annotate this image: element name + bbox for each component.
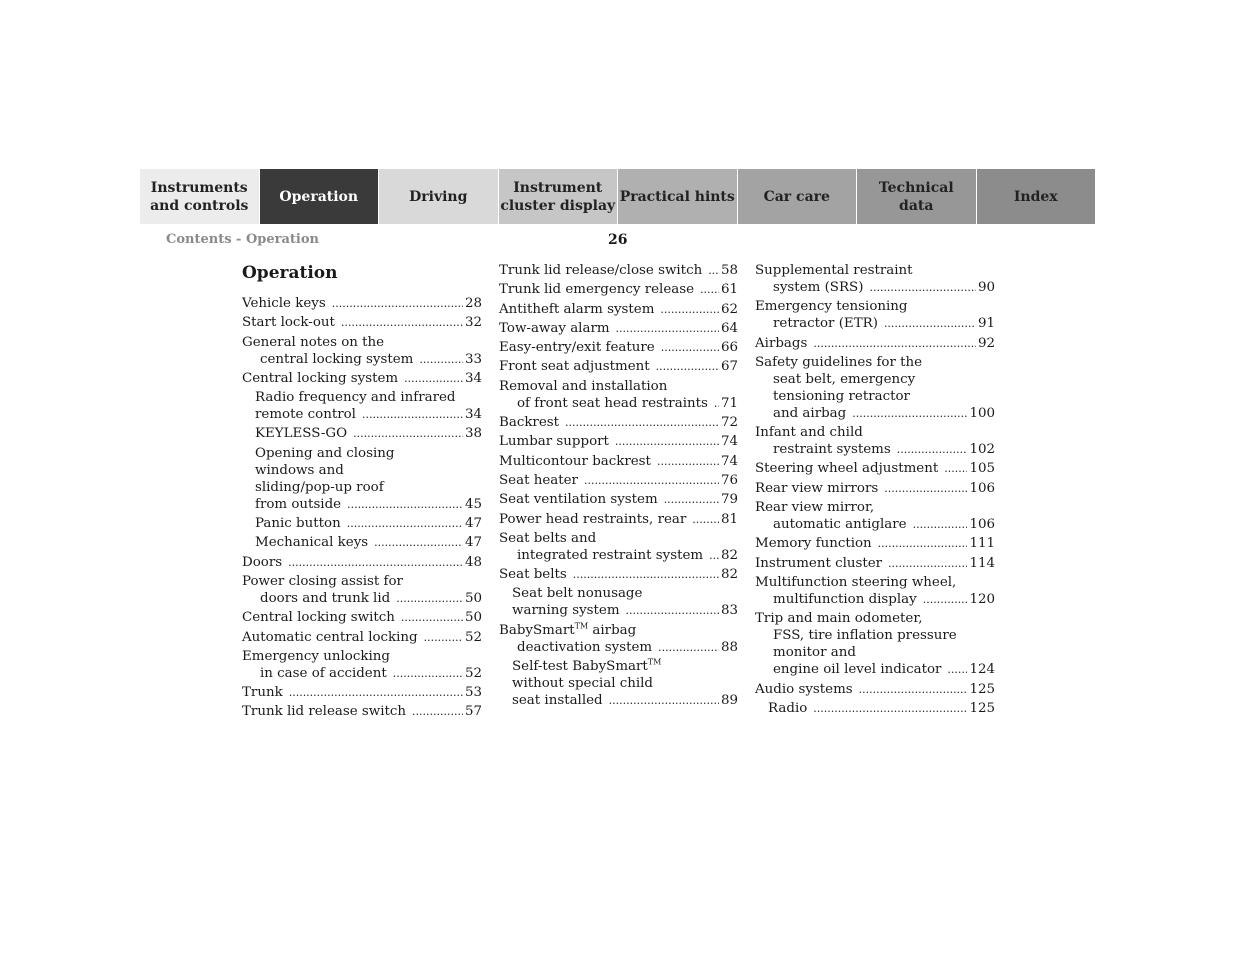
- toc-entry-text: automatic antiglare: [773, 517, 907, 533]
- toc-entry-page: 66: [720, 340, 738, 356]
- toc-entry[interactable]: [242, 314, 482, 331]
- toc-entry-page: 52: [464, 665, 482, 681]
- dot-leader: [692, 511, 719, 528]
- toc-entry-text: Infant and child: [755, 425, 863, 441]
- toc-entry[interactable]: [755, 354, 995, 422]
- toc-entry[interactable]: [499, 281, 738, 298]
- toc-column-2: [499, 262, 738, 711]
- toc-entry-text: system (SRS): [773, 280, 864, 295]
- toc-entry-page: 61: [720, 282, 738, 298]
- dot-leader: [419, 351, 463, 368]
- dot-leader: [347, 515, 463, 532]
- toc-entry[interactable]: [499, 585, 738, 619]
- dot-leader: [424, 629, 463, 646]
- toc-entry-text: in case of accident: [260, 665, 387, 681]
- dot-leader: [657, 453, 719, 470]
- tab-operation[interactable]: Operation: [260, 169, 380, 224]
- dot-leader: [565, 414, 719, 431]
- toc-entry-page: 81: [720, 511, 738, 527]
- toc-entry[interactable]: [755, 574, 995, 608]
- toc-entry-text: Trunk: [242, 685, 283, 701]
- toc-entry-text: central locking system: [260, 351, 414, 367]
- toc-entry-page: 45: [464, 496, 482, 512]
- toc-entry-page: 74: [720, 434, 738, 450]
- toc-entry-text: Front seat adjustment: [499, 359, 650, 375]
- dot-leader: [401, 609, 463, 626]
- toc-entry-text: Removal and installation: [499, 378, 668, 394]
- dot-leader: [347, 496, 463, 513]
- toc-entry[interactable]: [499, 453, 738, 470]
- toc-entry-page: 100: [969, 405, 995, 421]
- toc-entry[interactable]: [242, 334, 482, 368]
- toc-entry-page: 28: [464, 296, 482, 311]
- toc-entry-page: 82: [720, 567, 738, 583]
- dot-leader: [393, 665, 463, 682]
- toc-entry-page: 83: [720, 603, 738, 619]
- toc-entry-text: monitor and: [773, 645, 856, 661]
- toc-entry[interactable]: [499, 622, 738, 656]
- toc-entry-text: Memory function: [755, 536, 872, 552]
- toc-entry[interactable]: [242, 425, 482, 442]
- toc-entry-text: General notes on the: [242, 334, 385, 350]
- toc-entry-text: and airbag: [773, 405, 847, 421]
- toc-entry[interactable]: [499, 339, 738, 356]
- toc-entry[interactable]: [499, 378, 738, 412]
- toc-entry-page: 111: [969, 536, 995, 552]
- toc-entry-text: integrated restraint system: [517, 547, 704, 563]
- toc-entry[interactable]: [242, 370, 482, 387]
- toc-entry[interactable]: [242, 684, 482, 701]
- toc-entry-text: Supplemental restraint: [755, 263, 913, 278]
- toc-entry-page: 105: [969, 461, 995, 477]
- toc-entry-page: 48: [464, 554, 482, 570]
- toc-entry-page: 76: [720, 472, 738, 488]
- toc-entry-page: 62: [720, 301, 738, 317]
- toc-entry-text: doors and trunk lid: [260, 590, 391, 606]
- toc-entry-text: Radio frequency and infrared: [255, 390, 456, 406]
- dot-leader: [661, 339, 719, 356]
- toc-entry-page: 47: [464, 516, 482, 532]
- toc-entry-text: Lumbar support: [499, 434, 609, 450]
- toc-entry-text: Rear view mirror,: [755, 500, 875, 516]
- toc-entry-text: Automatic central locking: [242, 629, 418, 645]
- toc-entry-text: seat installed: [512, 693, 603, 709]
- toc-entry-text: Backrest: [499, 415, 560, 431]
- dot-leader: [913, 516, 968, 533]
- dot-leader: [288, 554, 463, 571]
- dot-leader: [708, 262, 719, 279]
- toc-entry-page: 125: [969, 681, 995, 697]
- tab-instruments-and-controls[interactable]: Instruments and controls: [140, 169, 260, 224]
- toc-entry[interactable]: [499, 530, 738, 564]
- toc-entry[interactable]: [242, 515, 482, 532]
- dot-leader: [658, 639, 719, 656]
- toc-entry-page: 33: [464, 351, 482, 367]
- toc-entry-text: Panic button: [255, 516, 341, 532]
- toc-column-3: [755, 262, 995, 719]
- toc-entry-page: 53: [464, 685, 482, 701]
- dot-leader: [341, 314, 463, 331]
- dot-leader: [709, 547, 719, 564]
- tab-driving[interactable]: Driving: [379, 169, 499, 224]
- toc-entry-page: 102: [969, 442, 995, 458]
- toc-entry-text: Seat belts and: [499, 530, 597, 546]
- toc-entry-text: Self-test BabySmart™: [512, 657, 662, 675]
- toc-entry-page: 38: [464, 426, 482, 442]
- tab-instrument-cluster-display[interactable]: Instrument cluster display: [499, 169, 619, 224]
- toc-entry-page: 124: [969, 662, 995, 678]
- toc-entry[interactable]: [499, 301, 738, 318]
- toc-entry-text: Trip and main odometer,: [755, 611, 923, 627]
- toc-entry-text: Central locking switch: [242, 610, 395, 626]
- dot-leader: [289, 684, 463, 701]
- dot-leader: [869, 279, 976, 296]
- dot-leader: [616, 320, 719, 337]
- toc-entry-page: 90: [977, 280, 995, 295]
- dot-leader: [947, 661, 967, 678]
- toc-entry-text: remote control: [255, 407, 356, 423]
- toc-entry-page: 58: [720, 263, 738, 278]
- toc-entry-page: 57: [464, 704, 482, 720]
- toc-entry-text: FSS, tire inflation pressure: [773, 628, 957, 644]
- dot-leader: [332, 295, 463, 312]
- toc-entry-text: without special child: [512, 676, 654, 692]
- toc-entry-text: Multifunction steering wheel,: [755, 574, 957, 590]
- toc-entry-text: of front seat head restraints: [517, 395, 708, 411]
- toc-entry-text: Airbags: [755, 335, 808, 351]
- toc-entry-text: Antitheft alarm system: [499, 301, 655, 317]
- dot-leader: [664, 491, 719, 508]
- dot-leader: [700, 281, 719, 298]
- toc-entry-text: BabySmart™ airbag: [499, 621, 637, 638]
- toc-entry[interactable]: [755, 480, 995, 497]
- toc-entry[interactable]: [242, 609, 482, 626]
- dot-leader: [660, 301, 719, 318]
- toc-entry-text: Central locking system: [242, 370, 399, 386]
- dot-leader: [923, 591, 968, 608]
- toc-entry-page: 34: [464, 407, 482, 423]
- toc-column-1: [242, 262, 482, 723]
- toc-entry[interactable]: [755, 424, 995, 458]
- toc-entry[interactable]: [499, 511, 738, 528]
- toc-entry[interactable]: [242, 445, 482, 513]
- page-number: 26: [608, 232, 628, 248]
- toc-entry[interactable]: [499, 658, 738, 709]
- toc-entry[interactable]: [242, 629, 482, 646]
- toc-entry[interactable]: [242, 648, 482, 682]
- toc-entry-page: 34: [464, 370, 482, 386]
- dot-leader: [897, 441, 968, 458]
- toc-entry-text: sliding/pop-up roof: [255, 479, 384, 495]
- toc-entry-text: Tow-away alarm: [499, 320, 610, 336]
- toc-entry[interactable]: [755, 499, 995, 533]
- toc-entry[interactable]: [499, 262, 738, 279]
- toc-entry-text: Instrument cluster: [755, 555, 883, 571]
- toc-entry-text: from outside: [255, 496, 342, 512]
- toc-entry-text: Trunk lid release/close switch: [499, 263, 703, 278]
- toc-entry-text: Rear view mirrors: [755, 480, 879, 496]
- toc-entry-page: 88: [720, 639, 738, 655]
- toc-entry-text: Seat belts: [499, 567, 567, 583]
- toc-entry[interactable]: [499, 433, 738, 450]
- toc-entry-page: 50: [464, 610, 482, 626]
- chapter-tabs: [140, 169, 1095, 224]
- toc-entry-page: 92: [977, 335, 995, 351]
- toc-entry-text: Trunk lid emergency release: [499, 282, 695, 298]
- toc-entry[interactable]: [755, 700, 995, 717]
- toc-entry-page: 106: [969, 517, 995, 533]
- section-heading: Operation: [242, 263, 338, 283]
- dot-leader: [362, 406, 463, 423]
- toc-entry-page: 52: [464, 629, 482, 645]
- toc-entry[interactable]: [499, 566, 738, 583]
- toc-entry[interactable]: [242, 534, 482, 551]
- toc-entry-text: Radio: [768, 700, 808, 716]
- toc-entry-text: Seat ventilation system: [499, 492, 658, 508]
- toc-entry-page: 71: [720, 395, 738, 411]
- toc-entry[interactable]: [499, 320, 738, 337]
- toc-entry[interactable]: [242, 295, 482, 312]
- toc-entry-page: 120: [969, 591, 995, 607]
- toc-entry[interactable]: [755, 681, 995, 698]
- toc-entry-page: 91: [977, 316, 995, 332]
- toc-entry-text: Seat belt nonusage: [512, 586, 643, 602]
- toc-entry[interactable]: [755, 298, 995, 332]
- dot-leader: [404, 370, 463, 387]
- toc-entry-text: Seat heater: [499, 472, 578, 488]
- toc-entry[interactable]: [499, 414, 738, 431]
- dot-leader: [888, 555, 967, 572]
- dot-leader: [852, 405, 967, 422]
- dot-leader: [573, 566, 719, 583]
- dot-leader: [714, 395, 719, 412]
- toc-entry-text: retractor (ETR): [773, 316, 878, 332]
- toc-entry-page: 50: [464, 590, 482, 606]
- toc-entry[interactable]: [755, 535, 995, 552]
- tab-technical-data[interactable]: Technical data: [857, 169, 977, 224]
- toc-entry[interactable]: [755, 555, 995, 572]
- toc-entry[interactable]: [499, 472, 738, 489]
- dot-leader: [656, 358, 719, 375]
- toc-entry-text: Power closing assist for: [242, 573, 403, 589]
- toc-entry[interactable]: [242, 703, 482, 720]
- dot-leader: [353, 425, 463, 442]
- toc-entry-text: Doors: [242, 554, 283, 570]
- toc-entry[interactable]: [755, 335, 995, 352]
- toc-entry-page: 47: [464, 535, 482, 551]
- toc-entry-text: Audio systems: [755, 681, 853, 697]
- dot-leader: [859, 681, 968, 698]
- tab-car-care[interactable]: Car care: [738, 169, 858, 224]
- toc-entry-page: 89: [720, 693, 738, 709]
- dot-leader: [878, 535, 968, 552]
- breadcrumb: Contents - Operation: [166, 232, 319, 247]
- toc-entry-text: Trunk lid release switch: [242, 704, 407, 720]
- toc-entry-page: 82: [720, 547, 738, 563]
- dot-leader: [615, 433, 719, 450]
- toc-entry[interactable]: [755, 610, 995, 678]
- toc-entry-page: 125: [969, 700, 995, 716]
- tab-index[interactable]: Index: [977, 169, 1096, 224]
- toc-entry-text: warning system: [512, 603, 620, 619]
- toc-entry-text: Safety guidelines for the: [755, 354, 923, 370]
- toc-entry-page: 67: [720, 359, 738, 375]
- toc-entry-text: restraint systems: [773, 442, 891, 458]
- toc-entry-text: Steering wheel adjustment: [755, 461, 939, 477]
- dot-leader: [584, 472, 719, 489]
- dot-leader: [884, 315, 976, 332]
- toc-entry-text: Power head restraints, rear: [499, 511, 687, 527]
- toc-entry-text: Emergency tensioning: [755, 299, 908, 315]
- dot-leader: [374, 534, 463, 551]
- toc-entry-text: Mechanical keys: [255, 535, 369, 551]
- toc-entry-text: Start lock-out: [242, 315, 335, 331]
- toc-entry-page: 64: [720, 320, 738, 336]
- toc-entry-text: Opening and closing: [255, 445, 395, 461]
- toc-entry-page: 106: [969, 480, 995, 496]
- toc-entry[interactable]: [755, 262, 995, 296]
- dot-leader: [412, 703, 463, 720]
- dot-leader: [884, 480, 967, 497]
- dot-leader: [396, 590, 463, 607]
- tab-practical-hints[interactable]: Practical hints: [618, 169, 738, 224]
- dot-leader: [609, 692, 719, 709]
- toc-entry[interactable]: [499, 358, 738, 375]
- toc-entry-page: 74: [720, 453, 738, 469]
- toc-entry-page: 32: [464, 315, 482, 331]
- toc-entry-text: windows and: [255, 462, 344, 478]
- toc-entry-page: 114: [969, 555, 995, 571]
- toc-entry[interactable]: [242, 573, 482, 607]
- toc-entry[interactable]: [242, 554, 482, 571]
- toc-entry-text: Vehicle keys: [242, 296, 326, 311]
- dot-leader: [944, 460, 967, 477]
- toc-entry-text: deactivation system: [517, 639, 653, 655]
- dot-leader: [813, 335, 976, 352]
- toc-entry-page: 72: [720, 415, 738, 431]
- toc-entry-page: 79: [720, 492, 738, 508]
- toc-entry-text: seat belt, emergency: [773, 371, 916, 387]
- toc-entry[interactable]: [242, 389, 482, 423]
- toc-entry-text: tensioning retractor: [773, 388, 910, 404]
- dot-leader: [626, 602, 719, 619]
- toc-entry[interactable]: [755, 460, 995, 477]
- toc-entry-text: Multicontour backrest: [499, 453, 651, 469]
- toc-entry-text: multifunction display: [773, 591, 917, 607]
- toc-entry[interactable]: [499, 491, 738, 508]
- toc-entry-text: engine oil level indicator: [773, 662, 942, 678]
- toc-entry-text: KEYLESS-GO: [255, 426, 348, 442]
- dot-leader: [813, 700, 967, 717]
- toc-entry-text: Emergency unlocking: [242, 648, 390, 664]
- toc-entry-text: Easy-entry/exit feature: [499, 340, 655, 356]
